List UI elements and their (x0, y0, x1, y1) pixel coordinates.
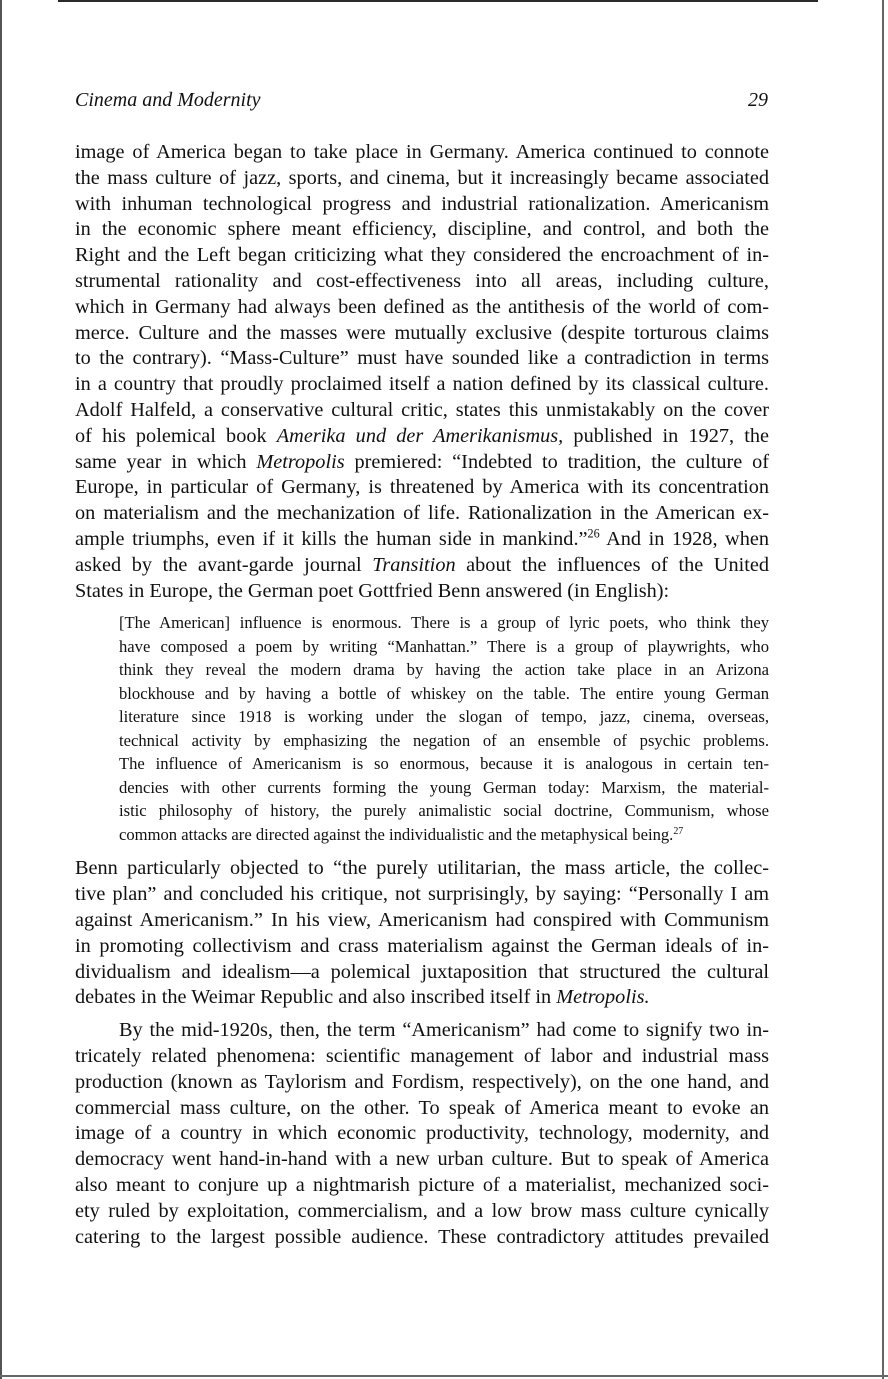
text-line: democracy went hand-in-hand with a new urban culture. But to speak of America (75, 1148, 769, 1171)
text-line: in the economic sphere meant efficiency, discipline, and control, and both the (75, 218, 769, 241)
text-line: image of America began to take place in Germany. America continued to connote (75, 141, 769, 163)
running-head (75, 89, 768, 119)
quote-line (119, 823, 769, 847)
paragraph-3 (75, 1018, 769, 1250)
text-line (75, 985, 769, 1011)
text-line: Adolf Halfeld, a conservative cultural critic, states this unmistakably on the cover (75, 398, 769, 421)
text-line: By the mid-1920s, then, the term “Americanism” had come to signify two in- (119, 1019, 769, 1042)
text-line: tive plan” and concluded his critique, not surprisingly, by saying: “Personally I am (75, 883, 769, 906)
footnote-ref-27: 27 (673, 825, 684, 837)
text-line: Benn particularly objected to “the purely utilitarian, the mass article, the collec- (75, 857, 769, 880)
body-text (75, 140, 769, 1250)
text-line: tricately related phenomena: scientific management of labor and industrial mass (75, 1044, 769, 1067)
paragraph-2 (75, 856, 769, 1011)
text-line: ety ruled by exploitation, commercialism, and a low brow mass culture cynically (75, 1199, 769, 1222)
text-segment: asked by the avant-garde journal (75, 553, 373, 576)
block-quote (119, 611, 769, 846)
quote-line: The influence of Americanism is so enormous, because it is analogous in certain ten- (119, 754, 769, 774)
text-segment: ample triumphs, even if it kills the human side in mankind.” (75, 527, 588, 550)
text-line: which in Germany had always been defined as the antithesis of the world of com- (75, 295, 769, 318)
text-segment: same year in which (75, 450, 257, 473)
text-line: States in Europe, the German poet Gottfried Benn answered (in English): (75, 579, 670, 602)
text-segment: common attacks are directed against the individualistic and the metaphysical being. (119, 824, 674, 844)
quote-line: blockhouse and by having a bottle of whiskey on the table. The entire young German (119, 683, 769, 703)
running-title: Cinema and Modernity (75, 89, 261, 111)
quote-line: have composed a poem by writing “Manhattan.” There is a group of playwrights, who (119, 636, 769, 656)
text-line: against Americanism.” In his view, Americanism had conspired with Communism (75, 908, 769, 931)
text-line (75, 527, 769, 553)
text-segment: about the influences of the United (455, 553, 769, 576)
text-line: commercial mass culture, on the other. To speak of America meant to evoke an (75, 1096, 769, 1119)
text-segment: premiered: “Indebted to tradition, the culture of (344, 450, 769, 473)
text-line: also meant to conjure up a nightmarish picture of a materialist, mechanized soci- (75, 1173, 769, 1196)
text-line (75, 424, 769, 450)
scan-left-edge (0, 0, 2, 1379)
text-segment: And in 1928, when (599, 527, 769, 550)
text-line: image of a country in which economic productivity, technology, modernity, and (75, 1122, 769, 1145)
quote-line: dencies with other currents forming the young German today: Marxism, the material- (119, 777, 769, 797)
quote-line: think they reveal the modern drama by having the action take place in an Arizona (119, 660, 769, 680)
scan-bottom-edge (0, 1375, 888, 1377)
text-line: Europe, in particular of Germany, is threatened by America with its concentration (75, 476, 769, 499)
text-line: to the contrary). “Mass-Culture” must have sounded like a contradiction in terms (75, 347, 769, 370)
text-line: the mass culture of jazz, sports, and cinema, but it increasingly became associated (75, 166, 769, 189)
quote-line: istic philosophy of history, the purely animalistic social doctrine, Communism, whose (119, 801, 769, 821)
text-line: with inhuman technological progress and industrial rationalization. Americanism (75, 192, 769, 215)
text-segment: debates in the Weimar Republic and also inscribed itself in (75, 986, 557, 1009)
text-line: in promoting collectivism and crass materialism against the German ideals of in- (75, 934, 769, 957)
page-number: 29 (748, 89, 768, 111)
journal-title: Transition (372, 553, 456, 576)
text-line: dividualism and idealism—a polemical juxtaposition that structured the cultural (75, 960, 769, 983)
text-line: strumental rationality and cost-effectiveness into all areas, including culture, (75, 269, 769, 292)
text-line: production (known as Taylorism and Fordism, respectively), on the one hand, and (75, 1070, 769, 1093)
book-title: Amerika und der Amerikanismus, (276, 424, 564, 447)
text-line (75, 553, 769, 579)
paragraph-gap (75, 1011, 769, 1018)
text-line: in a country that proudly proclaimed itself a nation defined by its classical culture. (75, 373, 769, 396)
scan-right-edge (882, 0, 884, 1379)
text-segment: of his polemical book (75, 424, 277, 447)
text-line: on materialism and the mechanization of life. Rationalization in the American ex- (75, 502, 769, 525)
scan-top-edge (58, 0, 818, 2)
quote-line: technical activity by emphasizing the negation of an ensemble of psychic problems. (119, 730, 769, 750)
quote-line: [The American] influence is enormous. There is a group of lyric poets, who think they (119, 613, 769, 633)
footnote-ref-26: 26 (587, 526, 600, 541)
text-line: catering to the largest possible audience. These contradictory attitudes prevailed (75, 1225, 769, 1248)
film-title: Metropolis (256, 450, 345, 473)
text-line: Right and the Left began criticizing what they considered the encroachment of in- (75, 244, 769, 267)
film-title: Metropolis. (556, 986, 650, 1009)
text-line (75, 450, 769, 476)
paragraph-1 (75, 140, 769, 604)
quote-line: literature since 1918 is working under the slogan of tempo, jazz, cinema, overseas, (119, 707, 769, 727)
text-segment: published in 1927, the (563, 424, 769, 447)
text-line: merce. Culture and the masses were mutually exclusive (despite torturous claims (75, 321, 769, 344)
